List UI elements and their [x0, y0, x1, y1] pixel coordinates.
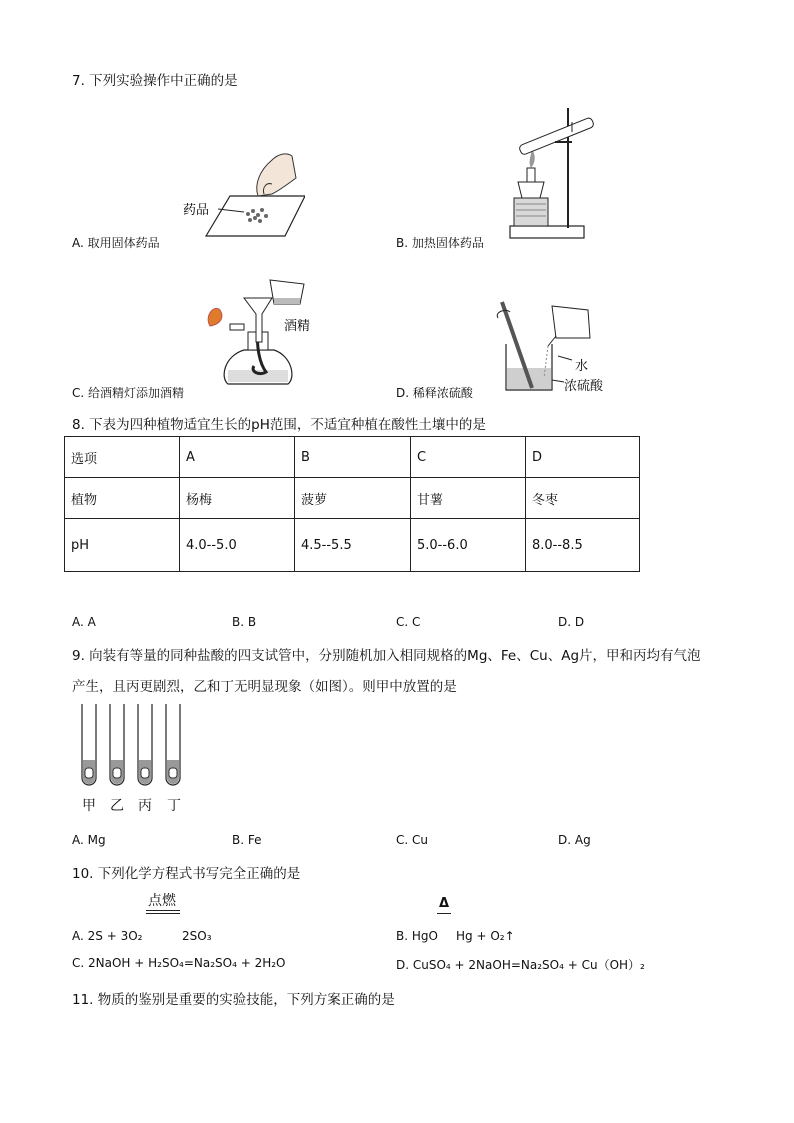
q8-option-b[interactable]: B. B [232, 615, 257, 629]
table-cell: 植物 [65, 478, 180, 519]
q7-option-b[interactable]: B. 加热固体药品 [396, 236, 484, 250]
q9-option-c[interactable]: C. Cu [396, 833, 428, 847]
condition-heat: Δ [439, 896, 450, 911]
table-cell: 4.0--5.0 [180, 519, 295, 572]
table-cell: 菠萝 [295, 478, 411, 519]
label-acid: 浓硫酸 [564, 379, 604, 394]
condition-line-b [437, 913, 451, 914]
table-cell: D [526, 437, 640, 478]
q11-stem: 11. 物质的鉴别是重要的实验技能，下列方案正确的是 [72, 992, 395, 1008]
figure-take-solid [180, 148, 305, 240]
table-cell: 选项 [65, 437, 180, 478]
table-row [65, 478, 640, 519]
table-cell: 4.5--5.5 [295, 519, 411, 572]
ph-table [64, 436, 640, 572]
tube-label-bing: 丙 [138, 798, 152, 814]
table-row [65, 519, 640, 572]
table-cell: B [295, 437, 411, 478]
table-cell: 冬枣 [526, 478, 640, 519]
q10-option-a-right: 2SO₃ [182, 929, 212, 943]
table-cell: C [411, 437, 526, 478]
q9-option-a[interactable]: A. Mg [72, 833, 106, 847]
tube-label-ding: 丁 [167, 798, 181, 814]
q7-stem: 7. 下列实验操作中正确的是 [72, 73, 238, 89]
q7-option-d[interactable]: D. 稀释浓硫酸 [396, 386, 473, 400]
q9-stem-line2: 产生，且丙更剧烈，乙和丁无明显现象（如图）。则甲中放置的是 [72, 679, 457, 695]
condition-ignite: 点燃 [148, 893, 176, 909]
label-drug: 药品 [183, 203, 210, 218]
tube-label-yi: 乙 [110, 798, 124, 814]
q7-option-c[interactable]: C. 给酒精灯添加酒精 [72, 386, 185, 400]
figure-heat-solid [500, 104, 615, 242]
q10-stem: 10. 下列化学方程式书写完全正确的是 [72, 866, 301, 882]
q8-option-d[interactable]: D. D [558, 615, 585, 629]
q9-option-d[interactable]: D. Ag [558, 833, 591, 847]
table-cell: A [180, 437, 295, 478]
q9-option-b[interactable]: B. Fe [232, 833, 262, 847]
q10-option-c[interactable]: C. 2NaOH + H₂SO₄=Na₂SO₄ + 2H₂O [72, 956, 286, 970]
condition-line-a [146, 910, 180, 911]
tube-label-jia: 甲 [82, 798, 96, 814]
q8-option-c[interactable]: C. C [396, 615, 421, 629]
q10-option-d[interactable]: D. CuSO₄ + 2NaOH=Na₂SO₄ + Cu（OH）₂ [396, 958, 645, 972]
figure-test-tubes [76, 702, 188, 788]
label-alcohol: 酒精 [284, 319, 311, 334]
q7-option-a[interactable]: A. 取用固体药品 [72, 236, 160, 250]
label-water: 水 [575, 359, 589, 374]
q9-stem-line1: 9. 向装有等量的同种盐酸的四支试管中，分别随机加入相同规格的Mg、Fe、Cu、Ag片，甲和丙均有气泡 [72, 648, 701, 664]
table-row [65, 437, 640, 478]
q10-option-b-left[interactable]: B. HgO [396, 929, 438, 943]
table-cell: 8.0--8.5 [526, 519, 640, 572]
condition-line-a2 [146, 913, 180, 914]
table-cell: 杨梅 [180, 478, 295, 519]
table-cell: 5.0--6.0 [411, 519, 526, 572]
figure-add-alcohol [200, 268, 318, 390]
q8-stem: 8. 下表为四种植物适宜生长的pH范围，不适宜种植在酸性土壤中的是 [72, 417, 486, 433]
q10-option-b-right: Hg + O₂↑ [456, 929, 515, 943]
q10-option-a-left[interactable]: A. 2S + 3O₂ [72, 929, 143, 943]
table-cell: 甘薯 [411, 478, 526, 519]
q8-option-a[interactable]: A. A [72, 615, 96, 629]
table-cell: pH [65, 519, 180, 572]
